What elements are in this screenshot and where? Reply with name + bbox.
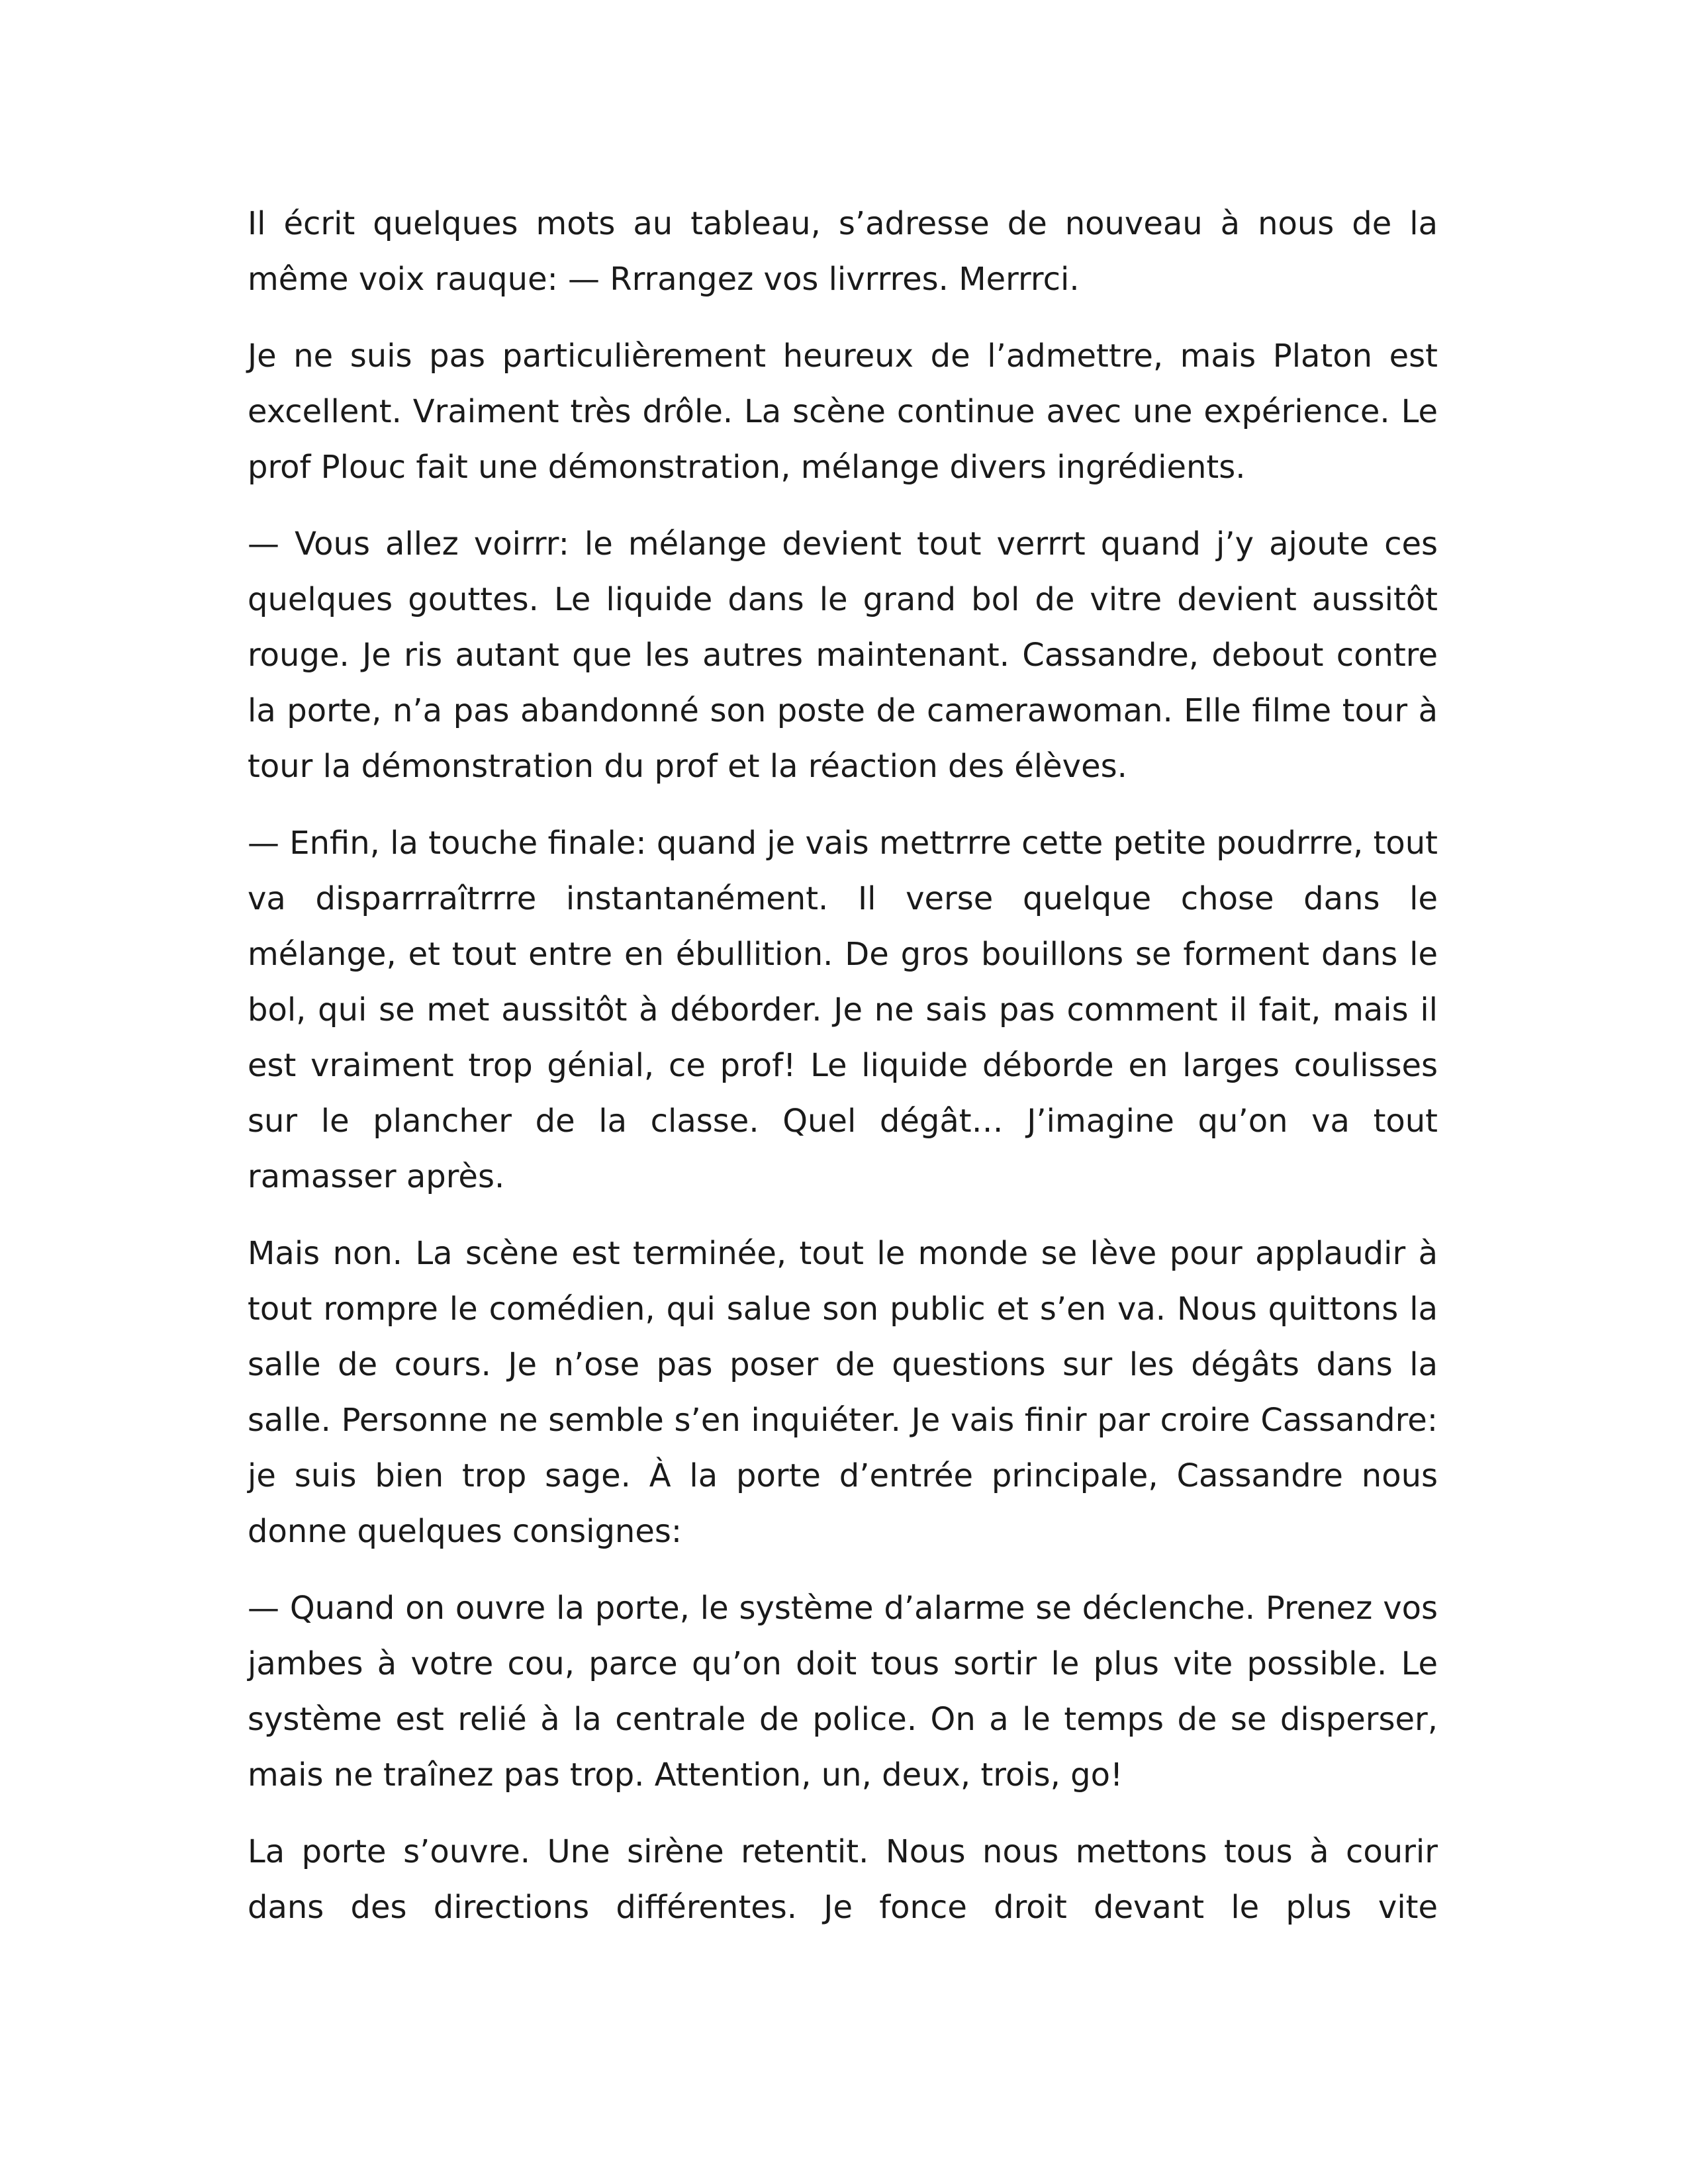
paragraph-2: Je ne suis pas particulièrement heureux de l’admettre, mais Platon est excellent. Vraiment très drôle. La scène continue avec une expérience. Le prof Plouc fait une démonstration, mélange divers ingrédients. (248, 338, 1438, 486)
paragraph-4: — Enfin, la touche finale: quand je vais mettrrre cette petite poudrrre, tout va disparrraîtrrre instantanément. Il verse quelque chose dans le mélange, et tout entre en ébullition. De gros bouillons se forment dans le bol, qui se met aussitôt à déborder. Je ne sais pas comment il fait, mais il est vraiment trop génial, ce prof! Le liquide déborde en larges coulisses sur le plancher de la classe. Quel dégât… J’imagine qu’on va tout ramasser après. (248, 825, 1438, 1195)
paragraph-6: — Quand on ouvre la porte, le système d’alarme se déclenche. Prenez vos jambes à votre cou, parce qu’on doit tous sortir le plus vite possible. Le système est relié à la centrale de police. On a le temps de se disperser, mais ne traînez pas trop. Attention, un, deux, trois, go! (248, 1590, 1438, 1794)
paragraph-3: — Vous allez voirrr: le mélange devient tout verrrt quand j’y ajoute ces quelques gouttes. Le liquide dans le grand bol de vitre devient aussitôt rouge. Je ris autant que les autres maintenant. Cassandre, debout contre la porte, n’a pas abandonné son poste de camerawoman. Elle filme tour à tour la démonstration du prof et la réaction des élèves. (248, 525, 1438, 785)
paragraph-5: Mais non. La scène est terminée, tout le monde se lève pour applaudir à tout rompre le comédien, qui salue son public et s’en va. Nous quittons la salle de cours. Je n’ose pas poser de questions sur les dégâts dans la salle. Personne ne semble s’en inquiéter. Je vais finir par croire Cassandre: je suis bien trop sage. À la porte d’entrée principale, Cassandre nous donne quelques consignes: (248, 1235, 1438, 1550)
paragraph-7: La porte s’ouvre. Une sirène retentit. Nous nous mettons tous à courir dans des directions différentes. Je fonce droit devant le plus vite (248, 1833, 1438, 1926)
body-text (248, 196, 1438, 1935)
paragraph-1: Il écrit quelques mots au tableau, s’adresse de nouveau à nous de la même voix rauque: — Rrrangez vos livrrres. Merrrci. (248, 205, 1438, 298)
